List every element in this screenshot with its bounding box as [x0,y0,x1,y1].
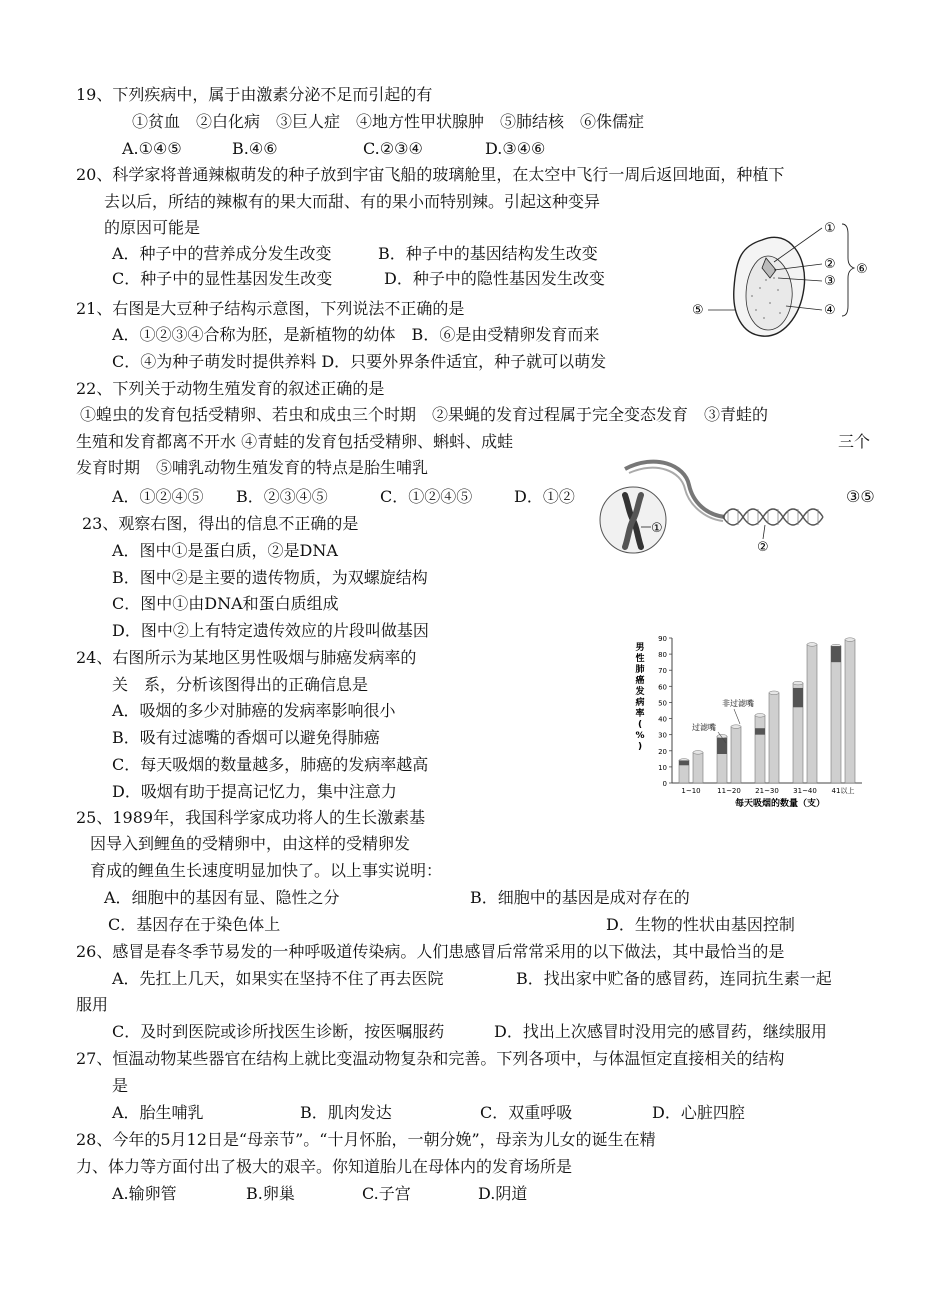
chart-bar-top [731,725,741,729]
q22-line2-end: 三个 [838,432,871,451]
q25-line2: 因导入到鲤鱼的受精卵中，由这样的受精卵发 [90,834,411,853]
chart-xtick-label: 11~20 [717,787,741,795]
chart-bar-top [693,751,703,755]
chart-ylabel-char: ( [637,720,643,730]
q20-option-a: A．种子中的营养成分发生改变 [112,244,332,263]
q25-line3: 育成的鲤鱼生长速度明显加快了。以上事实说明： [90,861,443,880]
q25-option-b: B．细胞中的基因是成对存在的 [470,888,690,907]
q19-items: ①贫血 ②白化病 ③巨人症 ④地方性甲状腺肿 ⑤肺结核 ⑥侏儒症 [132,112,645,131]
q27-option-a: A．胎生哺乳 [112,1103,204,1122]
chart-ytick-label: 10 [658,763,667,772]
chart-bar-top [793,681,803,685]
q21-stem: 21、右图是大豆种子结构示意图，下列说法不正确的是 [76,299,465,318]
soybean-seed-figure [690,218,880,348]
q23-option-d: D．图中②上有特定遗传效应的片段叫做基因 [112,621,429,640]
seed-label-6: ⑥ [856,262,868,277]
q26-option-b-cont: 服用 [76,995,109,1014]
q26-stem: 26、感冒是春冬季节易发的一种呼吸道传染病。人们患感冒后常常采用的以下做法，其中最恰当的是 [76,942,785,961]
chromosome-dna-figure [595,455,835,555]
chart-bar-top [807,643,817,647]
chart-xtick-label: 21~30 [755,787,779,795]
q23-option-a: A．图中①是蛋白质，②是DNA [112,541,338,560]
q24-option-d: D．吸烟有助于提高记忆力，集中注意力 [112,782,397,801]
q24-stem-1: 24、右图所示为某地区男性吸烟与肺癌发病率的 [76,648,417,667]
q27-option-c: C．双重呼吸 [480,1103,573,1122]
q20-line1: 20、科学家将普通辣椒萌发的种子放到宇宙飞船的玻璃舱里，在太空中飞行一周后返回地面，种植下 [76,165,785,184]
q28-option-d: D.阴道 [478,1184,528,1203]
q27-option-b: B．肌肉发达 [300,1103,392,1122]
q22-stem: 22、下列关于动物生殖发育的叙述正确的是 [76,379,385,398]
chart-bar-band [793,688,803,707]
q28-option-b: B.卵巢 [246,1184,295,1203]
q19-option-c: C.②③④ [363,139,423,158]
q22-line3: 发育时期 ⑤哺乳动物生殖发育的特点是胎生哺乳 [76,458,429,477]
q28-option-c: C.子宫 [362,1184,411,1203]
q21-options-ab: A．①②③④合称为胚，是新植物的幼体 B．⑥是由受精卵发育而来 [112,325,600,344]
legend-label-filter: 过滤嘴 [692,723,716,732]
chart-ylabel-char: % [635,731,645,741]
seed-label-1: ① [824,221,836,236]
q28-line1: 28、今年的5月12日是“母亲节”。“十月怀胎，一朝分娩”，母亲为儿女的诞生在精 [76,1130,656,1149]
chart-bar-filter [755,715,765,783]
q20-line2: 去以后，所结的辣椒有的果大而甜、有的果小而特别辣。引起这种变异 [104,192,601,211]
q22-option-d-tail: ③⑤ [846,487,875,506]
q28-line2: 力、体力等方面付出了极大的艰辛。你知道胎儿在母体内的发育场所是 [76,1157,573,1176]
q22-option-d: D．①② [514,487,575,506]
q25-option-d: D．生物的性状由基因控制 [606,915,795,934]
chart-bar-top [769,691,779,695]
q24-option-a: A．吸烟的多少对肺癌的发病率影响很小 [112,701,396,720]
q25-option-a: A．细胞中的基因有显、隐性之分 [104,888,340,907]
q22-line1: ①蝗虫的发育包括受精卵、若虫和成虫三个时期 ②果蝇的发育过程属于完全变态发育 ③青蛙的 [80,405,769,424]
chart-bar-band [755,728,765,734]
chart-ytick-label: 0 [662,780,667,788]
q27-line2: 是 [112,1076,129,1095]
q23-option-c: C．图中①由DNA和蛋白质组成 [112,594,339,613]
chart-ytick-label: 60 [658,683,667,692]
q23-stem: 23、观察右图，得出的信息不正确的是 [82,514,359,533]
q20-option-b: B．种子中的基因结构发生改变 [378,244,598,263]
chart-bar-non-filter [807,644,817,783]
q24-option-c: C．每天吸烟的数量越多，肺癌的发病率越高 [112,755,429,774]
chart-ytick-label: 20 [658,747,667,756]
chart-ytick-label: 50 [658,699,667,708]
q23-option-b: B．图中②是主要的遗传物质，为双螺旋结构 [112,568,428,587]
lung-cancer-bar-chart [622,628,872,810]
q20-line3: 的原因可能是 [104,218,201,237]
q25-line1: 25、1989年，我国科学家成功将人的生长激素基 [76,808,426,827]
chart-bar-band [831,646,841,662]
q22-line2: 生殖和发育都离不开水 ④青蛙的发育包括受精卵、蝌蚪、成蛙 [76,432,514,451]
chart-ylabel-char: 性 [635,654,645,664]
q26-option-b: B．找出家中贮备的感冒药，连同抗生素一起 [516,969,832,988]
q28-option-a: A.输卵管 [112,1184,177,1203]
chart-ytick-label: 30 [658,731,667,740]
q19-option-b: B.④⑥ [232,139,278,158]
q22-option-a: A．①②④⑤ [112,487,204,506]
q19-stem: 19、下列疾病中，属于由激素分泌不足而引起的有 [76,85,433,104]
q27-line1: 27、恒温动物某些器官在结构上就比变温动物复杂和完善。下列各项中，与体温恒定直接相关的结构 [76,1049,785,1068]
q26-option-c: C．及时到医院或诊所找医生诊断，按医嘱服药 [112,1022,445,1041]
dna-label-2: ② [757,540,769,555]
chart-bar-non-filter [693,752,703,783]
chart-ylabel-char: 癌 [635,676,645,686]
seed-label-2: ② [824,257,836,272]
chart-ytick-label: 40 [658,715,667,724]
chart-bar-top [755,714,765,718]
q24-stem-2: 关 系，分析该图得出的正确信息是 [112,675,369,694]
chart-ylabel-char: ) [637,742,643,752]
chart-xlabel: 每天吸烟的数量（支） [734,799,826,809]
q26-option-a: A．先扛上几天，如果实在坚持不住了再去医院 [112,969,444,988]
chart-bar-top [845,638,855,642]
chart-bar-filter [831,646,841,783]
q24-option-b: B．吸有过滤嘴的香烟可以避免得肺癌 [112,728,380,747]
q25-option-c: C．基因存在于染色体上 [108,915,281,934]
chart-bar-non-filter [731,727,741,783]
chromosome-label-1: ① [651,521,663,536]
chart-ylabel-char: 发 [635,687,645,697]
legend-label-non-filter: 非过滤嘴 [722,699,754,708]
chart-ylabel [634,642,644,752]
chart-ytick-label: 80 [658,651,667,660]
chart-ylabel-char: 病 [635,698,645,708]
seed-label-4: ④ [824,303,836,318]
chart-ytick-label: 90 [658,635,667,643]
chart-xtick-label: 1~10 [681,787,701,795]
seed-label-3: ③ [824,274,836,289]
q19-option-a: A.①④⑤ [122,139,182,158]
q20-option-d: D．种子中的隐性基因发生改变 [384,269,605,288]
chart-ylabel-char: 男 [635,643,645,653]
chart-xtick-label: 31~40 [793,787,817,795]
q22-option-c: C．①②④⑤ [380,487,473,506]
chart-ylabel-char: 率 [635,709,645,719]
q20-option-c: C．种子中的显性基因发生改变 [112,269,333,288]
chart-ytick-label: 70 [658,667,667,676]
seed-label-5: ⑤ [692,303,704,318]
chart-bar-band [679,760,689,765]
chart-bar-band [717,738,727,754]
chart-bar-non-filter [845,640,855,783]
q26-option-d: D．找出上次感冒时没用完的感冒药，继续服用 [494,1022,827,1041]
q27-option-d: D．心脏四腔 [652,1103,745,1122]
chart-bar-non-filter [769,693,779,783]
q22-option-b: B．②③④⑤ [236,487,328,506]
chart-ylabel-char: 肺 [635,665,645,675]
q19-option-d: D.③④⑥ [485,139,546,158]
chart-xtick-label: 41以上 [831,787,855,795]
q21-options-cd: C．④为种子萌发时提供养料 D．只要外界条件适宜，种子就可以萌发 [112,352,607,371]
